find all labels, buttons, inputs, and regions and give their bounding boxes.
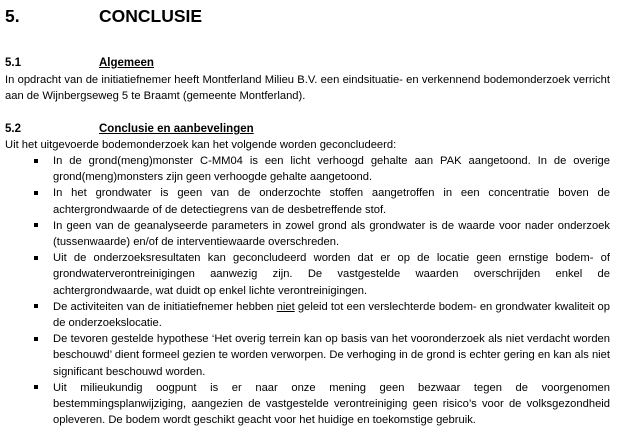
- bullet-icon: [34, 256, 38, 260]
- section-heading-5-2: [5, 122, 605, 137]
- bullet-icon: [34, 337, 38, 341]
- section-title: Conclusie en aanbevelingen: [99, 123, 254, 135]
- section-5-2-intro: Uit het uitgevoerde bodemonderzoek kan het volgende worden geconcludeerd:: [5, 139, 397, 151]
- list-item: Uit milieukundig oogpunt is er naar onze mening geen bezwaar tegen de voorgenomen bestemmingsplanwijziging, aangezien de vastgestelde verontreiniging geen risico’s voor de volksgezondheid opleveren. De bodem wordt geschikt geacht voor het huidige en toekomstige gebruik.: [5, 380, 610, 429]
- chapter-number: 5.: [5, 6, 20, 26]
- bullet-icon: [34, 385, 38, 389]
- list-item: Uit de onderzoeksresultaten kan geconcludeerd worden dat er op de locatie geen ernstige bodem- of grondwaterverontreinigingen aanwezig zijn. De vastgestelde waarden overschrijden enkel de achtergrondwaarde, wat duidt op enkel lichte verontreinigingen.: [5, 250, 610, 299]
- section-number: 5.2: [5, 123, 21, 135]
- section-5-1-text: In opdracht van de initiatiefnemer heeft Montferland Milieu B.V. een eindsituatie- en verkennend bodemonderzoek verricht aan de Wijnbergseweg 5 te Braamt (gemeente Montferland).: [5, 74, 610, 103]
- bullet-icon: [34, 159, 38, 163]
- chapter-heading: [5, 5, 605, 27]
- list-item: De activiteiten van de initiatiefnemer hebben niet geleid tot een verslechterde bodem- en grondwater kwaliteit op de onderzoekslocatie.: [5, 299, 610, 331]
- section-number: 5.1: [5, 57, 21, 69]
- list-item: In het grondwater is geen van de onderzochte stoffen aangetroffen in een concentratie boven de achtergrondwaarde of de detectiegrens van de desbetreffende stof.: [5, 185, 610, 217]
- bullet-icon: [34, 304, 38, 308]
- bullet-icon: [34, 223, 38, 227]
- section-heading-5-1: [5, 56, 605, 71]
- bullet-icon: [34, 191, 38, 195]
- emphasis-underline: niet: [276, 300, 295, 313]
- list-item: In geen van de geanalyseerde parameters in zowel grond als grondwater is de waarde voor nader onderzoek (tussenwaarde) en/of de interventiewaarde overschreden.: [5, 218, 610, 250]
- list-item: De tevoren gestelde hypothese ‘Het overig terrein kan op basis van het vooronderzoek als niet verdacht worden beschouwd’ dient formeel gezien te worden verworpen. De verhoging in de grond is echter gering en kan als niet significant beschouwd worden.: [5, 331, 610, 380]
- list-item: In de grond(meng)monster C-MM04 is een licht verhoogd gehalte aan PAK aangetoond. In de overige grond(meng)monsters zijn geen verhoogde gehalte aangetoond.: [5, 153, 610, 185]
- chapter-title: CONCLUSIE: [99, 6, 203, 26]
- section-title: Algemeen: [99, 57, 154, 69]
- conclusions-list: [5, 153, 610, 428]
